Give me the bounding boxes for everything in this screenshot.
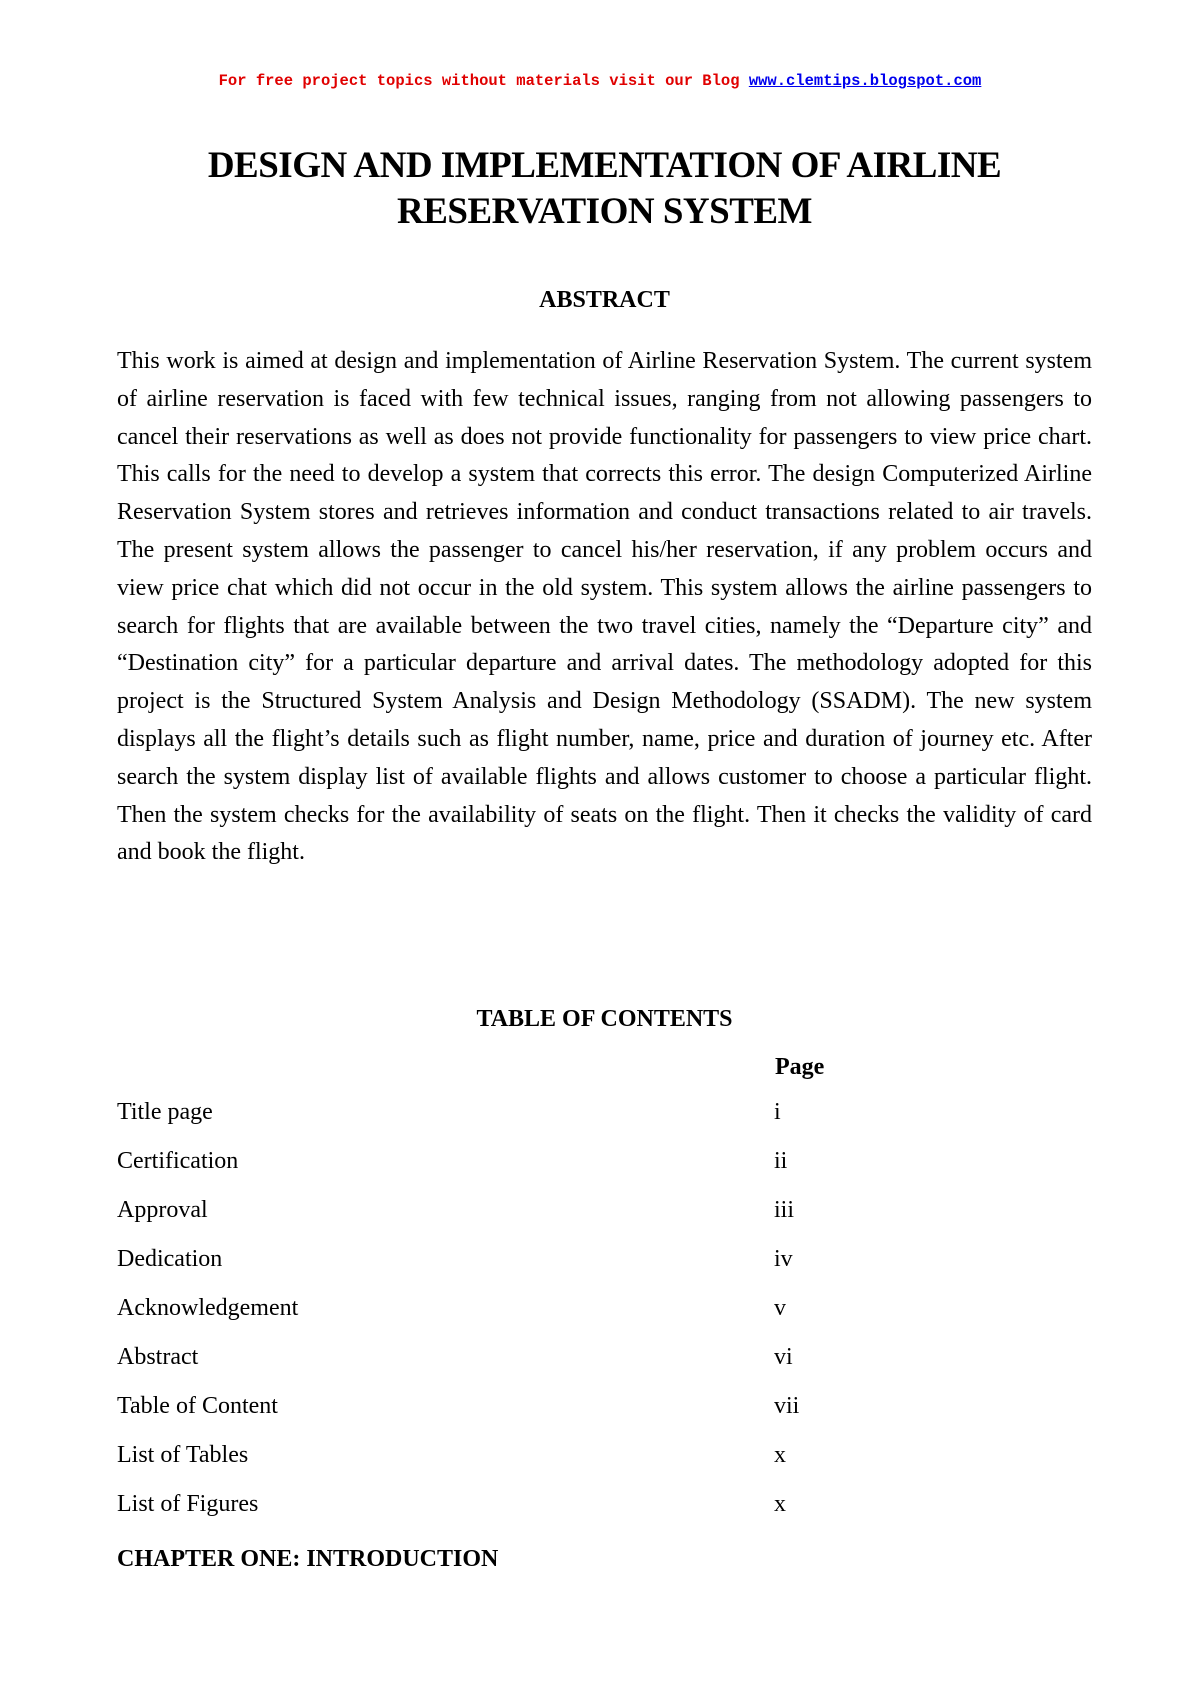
toc-entry-page: vii: [774, 1393, 800, 1419]
banner-text: For free project topics without materials visit our Blog: [218, 72, 749, 90]
abstract-heading: ABSTRACT: [539, 287, 670, 313]
toc-entry-label: List of Figures: [117, 1491, 259, 1517]
abstract-paragraph: This work is aimed at design and implementation of Airline Reservation System. The current system of airline reservation is faced with few technical issues, ranging from not allowing passengers to cancel their reservations as well as does not provide functionality for passengers to view price chart. This calls for the need to develop a system that corrects this error. The design Computerized Airline Reservation System stores and retrieves information and conduct transactions related to air travels. The present system allows the passenger to cancel his/her reservation, if any problem occurs and view price chat which did not occur in the old system. This system allows the airline passengers to search for flights that are available between the two travel cities, namely the “Departure city” and “Destination city” for a particular departure and arrival dates. The methodology adopted for this project is the Structured System Analysis and Design Methodology (SSADM). The new system displays all the flight’s details such as flight number, name, price and duration of journey etc. After search the system display list of available flights and allows customer to choose a particular flight. Then the system checks for the availability of seats on the flight. Then it checks the validity of card and book the flight.: [117, 348, 1092, 866]
toc-entry-label: Certification: [117, 1148, 239, 1174]
chapter-one-heading: CHAPTER ONE: INTRODUCTION: [117, 1546, 499, 1572]
toc-page-column-header: Page: [775, 1054, 825, 1080]
toc-entry: [117, 1491, 1092, 1540]
toc-entry-label: Title page: [117, 1099, 213, 1125]
toc-entry-page: iv: [774, 1246, 793, 1272]
toc-entry: [117, 1148, 1092, 1197]
toc-entry-label: Table of Content: [117, 1393, 278, 1419]
toc-entry: [117, 1442, 1092, 1491]
toc-heading: TABLE OF CONTENTS: [476, 1006, 733, 1032]
toc-entry: [117, 1246, 1092, 1295]
toc-entry-page: iii: [774, 1197, 795, 1223]
toc-entry-page: x: [774, 1442, 786, 1468]
toc-entry-page: i: [774, 1099, 781, 1125]
toc-entry-page: x: [774, 1491, 786, 1517]
document-title: DESIGN AND IMPLEMENTATION OF AIRLINE RESERVATION SYSTEM: [207, 145, 1002, 232]
toc-entry: [117, 1197, 1092, 1246]
toc-entry: [117, 1295, 1092, 1344]
toc-entry-label: Abstract: [117, 1344, 199, 1370]
toc-entry: [117, 1393, 1092, 1442]
toc-entry-label: Dedication: [117, 1246, 223, 1272]
toc-entry-page: v: [774, 1295, 786, 1321]
toc-list: [117, 1099, 1092, 1540]
toc-entry: [117, 1344, 1092, 1393]
toc-entry-page: vi: [774, 1344, 793, 1370]
toc-entry-label: Acknowledgement: [117, 1295, 299, 1321]
toc-entry: [117, 1099, 1092, 1148]
blog-link[interactable]: www.clemtips.blogspot.com: [748, 72, 982, 90]
toc-entry-label: Approval: [117, 1197, 208, 1223]
toc-entry-page: ii: [774, 1148, 788, 1174]
toc-entry-label: List of Tables: [117, 1442, 249, 1468]
blog-banner: [0, 72, 1200, 90]
